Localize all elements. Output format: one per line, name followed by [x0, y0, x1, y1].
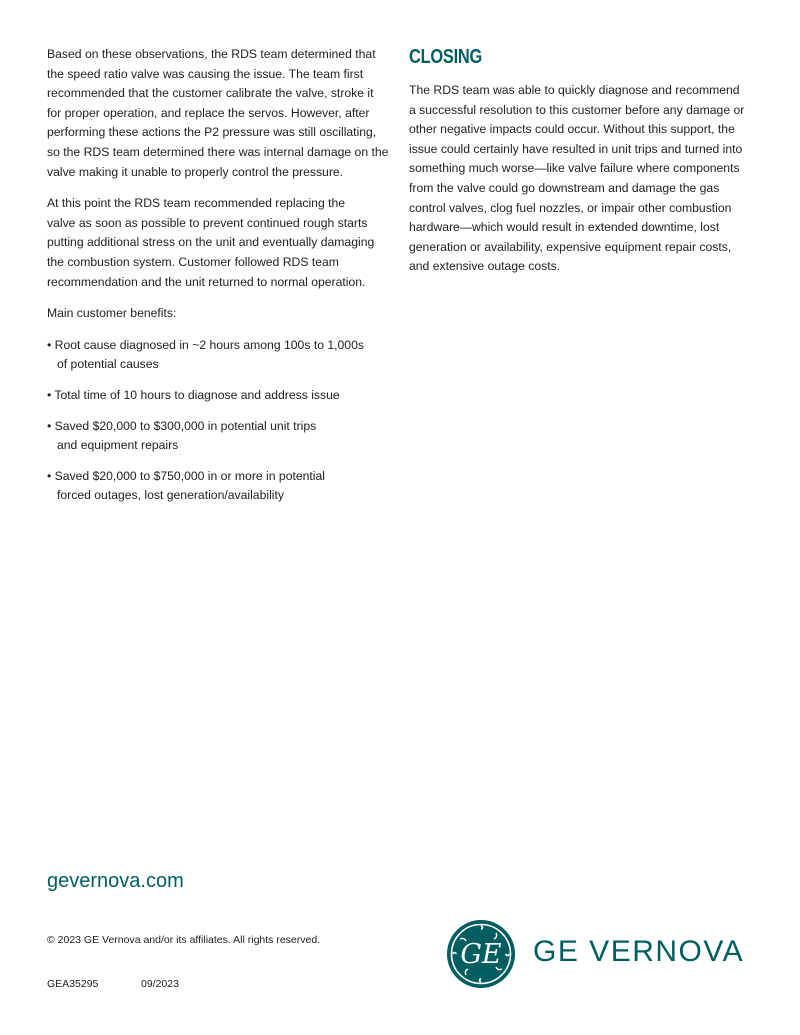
document-date: 09/2023 — [141, 978, 179, 990]
brand-wordmark: GE VERNOVA — [533, 935, 745, 968]
paragraph-closing: The RDS team was able to quickly diagnose and recommend a successful resolution to this customer before any damage or other negative impacts could occur. Without this support, the issue could certainly have resulted in unit trips and turned into something much worse—like valve failure where components from the valve could go downstream and damage the gas control valves, clog fuel nozzles, or impair other combustion hardware—which would result in extended downtime, lost generation or availability, expensive equipment repair costs, and extensive outage costs. — [409, 83, 745, 274]
list-item: • Root cause diagnosed in ~2 hours among 100s to 1,000s of potential causes — [47, 337, 364, 372]
list-item: • Saved $20,000 to $300,000 in potential unit trips and equipment repairs — [47, 418, 317, 453]
paragraph-recommendation: At this point the RDS team recommended replacing the valve as soon as possible to prevent continued rough starts putting additional stress on the unit and eventually damaging the combustion system. Customer followed RDS team recommendation and the unit returned to normal operation. — [47, 196, 375, 289]
website-link[interactable]: gevernova.com — [47, 870, 184, 892]
document-code: GEA35295 — [47, 978, 99, 990]
paragraph-diagnosis: Based on these observations, the RDS team determined that the speed ratio valve was causing the issue. The team first recommended that the customer calibrate the valve, stroke it for proper operation, and replace the servos. However, after performing these actions the P2 pressure was still oscillating, so the RDS team determined there was internal damage on the valve making it unable to properly control the pressure. — [47, 47, 389, 179]
list-item: • Total time of 10 hours to diagnose and address issue — [47, 387, 340, 402]
benefits-intro: Main customer benefits: — [47, 306, 177, 321]
ge-monogram-logo-icon — [446, 919, 516, 989]
right-column — [409, 45, 754, 289]
left-column — [47, 45, 392, 517]
copyright-notice: © 2023 GE Vernova and/or its affiliates. All rights reserved. — [47, 934, 321, 946]
svg-text:GE: GE — [460, 939, 502, 970]
closing-heading: CLOSING — [409, 46, 482, 68]
benefits-list — [47, 336, 392, 506]
list-item: • Saved $20,000 to $750,000 in or more in potential forced outages, lost generation/availability — [47, 468, 326, 503]
